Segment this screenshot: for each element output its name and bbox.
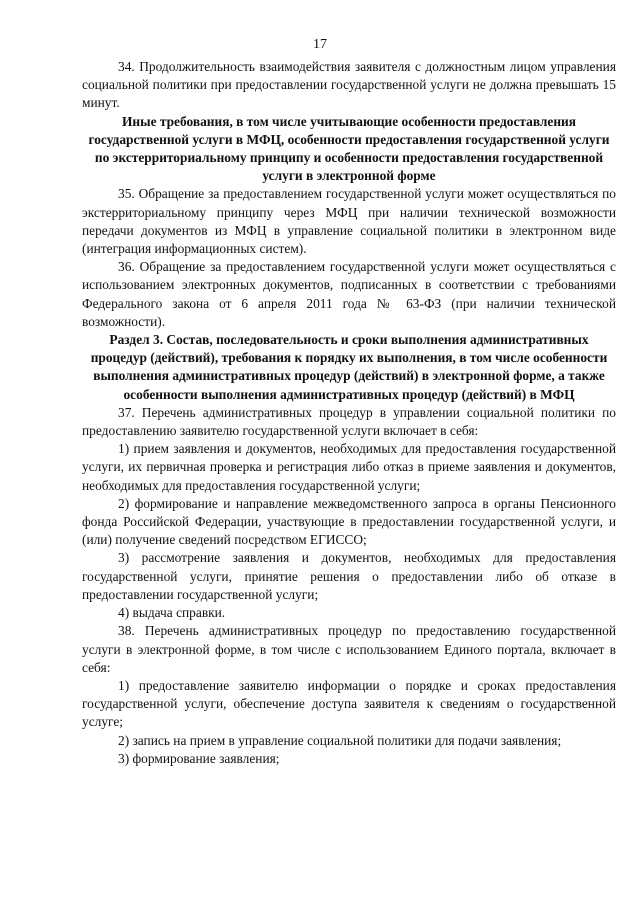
list-item: 2) формирование и направление межведомственного запроса в органы Пенсионного фонда Российской Федерации, участвующие в предоставлении государственной услуги, и (или) получение сведений посредством ЕГИССО; bbox=[82, 495, 616, 548]
list-item: 3) формирование заявления; bbox=[118, 750, 280, 766]
list-item: 2) запись на прием в управление социальной политики для подачи заявления; bbox=[118, 732, 562, 748]
section-heading-part-3: Раздел 3. Состав, последовательность и сроки выполнения административных процедур (действий), требования к порядку их выполнения, в том числе особенности выполнения административных процедур (действий) в электронной форме, а также особенности выполнения административных процедур (действий) в МФЦ bbox=[90, 332, 608, 402]
list-item: 4) выдача справки. bbox=[118, 605, 226, 621]
paragraph-37: 37. Перечень административных процедур в управлении социальной политики по предоставлению заявителю государственной услуги включает в себя: bbox=[82, 404, 616, 439]
section-heading-other-requirements: Иные требования, в том числе учитывающие особенности предоставления государственной услуги в МФЦ, особенности предоставления государственной услуги по экстерриториальному принципу и особенности предоставления государственной услуги в электронной форме bbox=[88, 113, 610, 184]
paragraph-38: 38. Перечень административных процедур по предоставлению государственной услуги в электронной форме, в том числе с использованием Единого портала, включает в себя: bbox=[82, 623, 616, 675]
paragraph-36: 36. Обращение за предоставлением государственной услуги может осуществляться с использованием электронных документов, подписанных в соответствии с требованиями Федерального закона от 6 апреля 2011 года № 63-ФЗ (при наличии технической возможности). bbox=[82, 259, 616, 329]
document-body bbox=[82, 58, 616, 768]
paragraph-35: 35. Обращение за предоставлением государственной услуги может осуществляться по экстерриториальному принципу через МФЦ при наличии технической возможности передачи документов из МФЦ в управление социальной политики в электронном виде (интеграция информационных систем). bbox=[82, 186, 616, 257]
paragraph-34: 34. Продолжительность взаимодействия заявителя с должностным лицом управления социальной политики при предоставлении государственной услуги не должна превышать 15 минут. bbox=[82, 59, 616, 111]
list-item: 1) предоставление заявителю информации о порядке и сроках предоставления государственной услуги, обеспечение доступа заявителя к сведениям о государственной услуге; bbox=[82, 677, 616, 730]
list-item: 1) прием заявления и документов, необходимых для предоставления государственной услуги, их первичная проверка и регистрация либо отказ в приеме заявления и документов, необходимых для предоставления государственной услуги; bbox=[82, 441, 616, 493]
page-number: 17 bbox=[313, 37, 327, 52]
list-item: 3) рассмотрение заявления и документов, необходимых для предоставления государственной услуги, принятие решения о предоставлении либо об отказе в предоставлении государственной услуги; bbox=[82, 550, 616, 602]
